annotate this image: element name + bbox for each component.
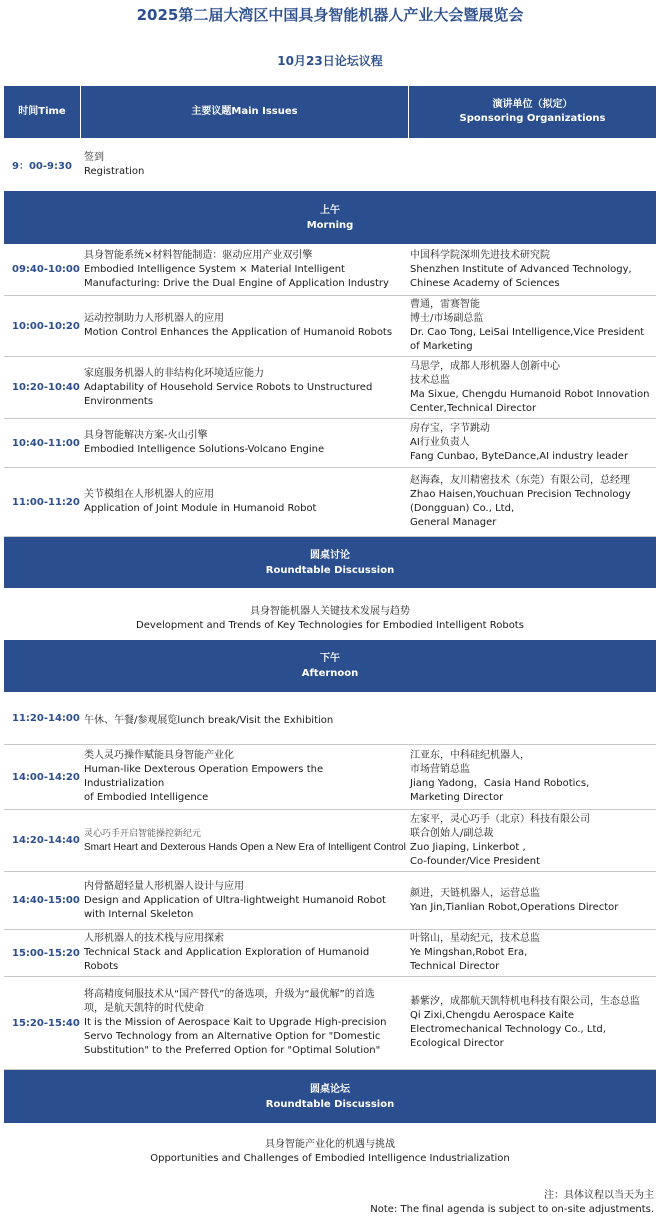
roundtable1-topic-en: Development and Trends of Key Technologies for Embodied Intelligent Robots — [136, 620, 524, 631]
roundtable1-band-cn: 圆桌讨论 — [310, 549, 350, 561]
session-time: 10:40-11:00 — [12, 437, 80, 449]
session-time: 14:40-15:00 — [12, 895, 80, 906]
header-org-en: Sponsoring Organizations — [459, 113, 606, 124]
table-header — [4, 86, 656, 138]
page-title: 2025第二届大湾区中国具身智能机器人产业大会暨展览会 — [136, 6, 524, 24]
topic-line: Adaptability of Household Service Robots to Unstructured — [84, 381, 373, 393]
session-topic — [80, 745, 408, 809]
session-time: 15:00-15:20 — [12, 947, 80, 959]
afternoon-band-en: Afternoon — [301, 668, 359, 679]
session-organization — [408, 930, 656, 976]
org-line: Electromechanical Technology Co., Ltd, — [410, 1024, 606, 1035]
header-issues: 主要议题Main Issues — [80, 86, 408, 138]
roundtable2-topic — [4, 1123, 656, 1173]
topic-line: Manufacturing: Drive the Dual Engine of Application Industry — [84, 277, 389, 289]
topic-line: 项，是航天凯特的时代使命 — [84, 1003, 204, 1014]
morning-band-cn: 上午 — [320, 204, 340, 216]
afternoon-sessions — [4, 745, 656, 1070]
agenda-table — [4, 86, 656, 1173]
org-line: Co-founder/Vice President — [410, 855, 541, 867]
session-topic — [80, 930, 408, 976]
session-row — [4, 244, 656, 296]
topic-line: 类人灵巧操作赋能具身智能产业化 — [84, 750, 234, 761]
session-row — [4, 810, 656, 872]
topic-line: with Internal Skeleton — [84, 908, 194, 920]
registration-en: Registration — [84, 165, 145, 177]
registration-row — [4, 138, 656, 191]
org-line: Shenzhen Institute of Advanced Technology, — [410, 263, 632, 275]
roundtable2-topic-cn: 具身智能产业化的机遇与挑战 — [265, 1139, 395, 1150]
org-line: 赵海森，友川精密技术（东莞）有限公司，总经理 — [410, 475, 630, 486]
session-organization — [408, 419, 656, 467]
header-time: 时间Time — [18, 106, 66, 117]
org-line: Yan Jin,Tianlian Robot,Operations Director — [410, 901, 619, 913]
org-line: 綦紫汐，成都航天凯特机电科技有限公司，生态总监 — [410, 996, 640, 1007]
org-line: 联合创始人/副总裁 — [410, 827, 494, 839]
topic-line: 关节模组在人形机器人的应用 — [84, 489, 214, 500]
session-row — [4, 419, 656, 468]
roundtable1-band — [4, 537, 656, 588]
session-row — [4, 468, 656, 537]
session-time: 14:00-14:20 — [12, 771, 80, 783]
afternoon-band-cn: 下午 — [320, 653, 340, 664]
session-time: 11:20-14:00 — [12, 712, 80, 724]
session-topic — [80, 357, 408, 418]
session-topic — [80, 468, 408, 536]
topic-line: Substitution" to the Preferred Option for "Optimal Solution" — [84, 1045, 381, 1056]
note-cn: 注：具体议程以当天为主 — [544, 1190, 654, 1201]
org-line: General Manager — [410, 517, 497, 528]
topic-line: 将高精度伺服技术从“国产替代”的备选项，升级为“最优解”的首选 — [84, 989, 375, 1000]
org-line: 技术总监 — [410, 374, 450, 386]
topic-line: Human-like Dexterous Operation Empowers the Industrialization — [84, 764, 324, 789]
org-line: 博士/市场副总监 — [410, 313, 484, 324]
topic-line: 运动控制助力人形机器人的应用 — [84, 313, 224, 324]
org-line: Zhao Haisen,Youchuan Precision Technology — [410, 489, 631, 500]
session-organization — [408, 977, 656, 1069]
session-time: 15:20-15:40 — [12, 1017, 80, 1029]
session-time: 14:20-14:40 — [12, 835, 80, 846]
org-line: Dr. Cao Tong, LeiSai Intelligence,Vice President — [410, 327, 645, 338]
roundtable1-band-en: Roundtable Discussion — [265, 564, 395, 576]
org-line: Fang Cunbao, ByteDance,AI industry leader — [410, 451, 629, 462]
session-organization — [408, 357, 656, 418]
header-organizations — [408, 86, 656, 138]
session-time: 9：00-9:30 — [12, 161, 72, 172]
session-row — [4, 930, 656, 977]
header-org-cn: 演讲单位（拟定） — [492, 99, 573, 110]
org-line: Center,Technical Director — [410, 402, 537, 414]
session-organization — [408, 872, 656, 929]
roundtable1-topic — [4, 588, 656, 640]
agenda-date-title: 10月23日论坛议程 — [277, 54, 383, 68]
topic-line: Application of Joint Module in Humanoid Robot — [84, 503, 317, 514]
topic-line: It is the Mission of Aerospace Kait to Upgrade High-precision — [84, 1017, 387, 1028]
roundtable2-band-cn: 圆桌论坛 — [310, 1083, 350, 1095]
topic-line: 具身智能解决方案-火山引擎 — [84, 430, 208, 441]
org-line: AI行业负责人 — [410, 437, 470, 448]
org-line: Zuo Jiaping, Linkerbot , — [410, 841, 526, 853]
org-line: Jiang Yadong，Casia Hand Robotics, — [410, 778, 590, 789]
session-topic — [80, 977, 408, 1069]
topic-line: Technical Stack and Application Exploration of Humanoid Robots — [84, 947, 370, 972]
morning-band-en: Morning — [306, 219, 354, 231]
org-line: 房存宝，字节跳动 — [410, 423, 490, 434]
session-organization — [408, 296, 656, 356]
note-en: Note: The final agenda is subject to on-site adjustments. — [370, 1204, 654, 1215]
org-line: Qi Zixi,Chengdu Aerospace Kaite — [410, 1010, 575, 1021]
lunch-row — [4, 692, 656, 745]
topic-line: Design and Application of Ultra-lightweight Humanoid Robot — [84, 894, 386, 906]
session-topic — [80, 244, 408, 295]
session-organization — [408, 468, 656, 536]
org-line: Technical Director — [410, 961, 500, 972]
topic-line: 灵心巧手开启智能操控新纪元 — [84, 828, 202, 839]
org-line: Ma Sixue, Chengdu Humanoid Robot Innovation — [410, 388, 650, 400]
session-time: 10:00-10:20 — [12, 320, 80, 332]
session-topic — [80, 810, 408, 871]
session-topic — [80, 296, 408, 356]
roundtable2-band-en: Roundtable Discussion — [265, 1098, 395, 1110]
topic-line: Motion Control Enhances the Application of Humanoid Robots — [84, 327, 393, 338]
org-line: 左家平，灵心巧手（北京）科技有限公司 — [410, 813, 590, 825]
topic-line: Servo Technology from an Alternative Option for "Domestic — [84, 1031, 381, 1042]
org-line: 江亚东，中科硅纪机器人， — [410, 750, 530, 761]
topic-line: 内骨骼超轻量人形机器人设计与应用 — [84, 880, 244, 892]
org-line: 叶铭山，星动纪元，技术总监 — [410, 933, 540, 944]
session-row — [4, 296, 656, 357]
session-organization — [408, 244, 656, 295]
org-line: 曹通，雷赛智能 — [410, 299, 480, 310]
topic-line: 具身智能系统×材料智能制造：驱动应用产业双引擎 — [84, 249, 313, 261]
session-time: 11:00-11:20 — [12, 496, 80, 508]
session-row — [4, 872, 656, 930]
registration-topic — [80, 138, 656, 191]
topic-line: 人形机器人的技术栈与应用探索 — [84, 933, 224, 944]
session-time: 09:40-10:00 — [12, 264, 80, 275]
session-row — [4, 745, 656, 810]
session-topic — [80, 872, 408, 929]
session-time: 10:20-10:40 — [12, 382, 80, 393]
session-row — [4, 977, 656, 1070]
roundtable2-topic-en: Opportunities and Challenges of Embodied Intelligence Industrialization — [150, 1153, 510, 1164]
roundtable1-topic-cn: 具身智能机器人关键技术发展与趋势 — [250, 606, 410, 617]
session-organization — [408, 745, 656, 809]
topic-line: Embodied Intelligence Solutions-Volcano Engine — [84, 444, 325, 455]
org-line: Ecological Director — [410, 1038, 504, 1049]
roundtable2-band — [4, 1070, 656, 1123]
afternoon-band — [4, 640, 656, 692]
topic-line: Environments — [84, 395, 154, 407]
agenda-note — [370, 1189, 654, 1217]
org-line: 中国科学院深圳先进技术研究院 — [410, 249, 550, 261]
org-line: (Dongguan) Co., Ltd, — [410, 503, 515, 514]
org-line: Marketing Director — [410, 792, 504, 803]
org-line: 市场营销总监 — [410, 764, 470, 775]
org-line: 马思学，成都人形机器人创新中心 — [410, 360, 560, 372]
registration-cn: 签到 — [84, 151, 104, 163]
org-line: Chinese Academy of Sciences — [410, 277, 560, 289]
topic-line: Embodied Intelligence System × Material Intelligent — [84, 263, 345, 275]
org-line: 颜进，天链机器人，运营总监 — [410, 887, 540, 899]
morning-band — [4, 191, 656, 244]
session-topic — [80, 419, 408, 467]
morning-sessions — [4, 244, 656, 537]
topic-line: Smart Heart and Dexterous Hands Open a New Era of Intelligent Control — [84, 841, 406, 853]
topic-line: of Embodied Intelligence — [84, 792, 209, 803]
session-row — [4, 357, 656, 419]
topic-line: 家庭服务机器人的非结构化环境适应能力 — [84, 367, 264, 379]
session-organization — [408, 810, 656, 871]
org-line: of Marketing — [410, 341, 473, 352]
lunch-text: 午休、午餐/参观展览lunch break/Visit the Exhibition — [84, 714, 334, 726]
org-line: Ye Mingshan,Robot Era, — [410, 947, 528, 958]
